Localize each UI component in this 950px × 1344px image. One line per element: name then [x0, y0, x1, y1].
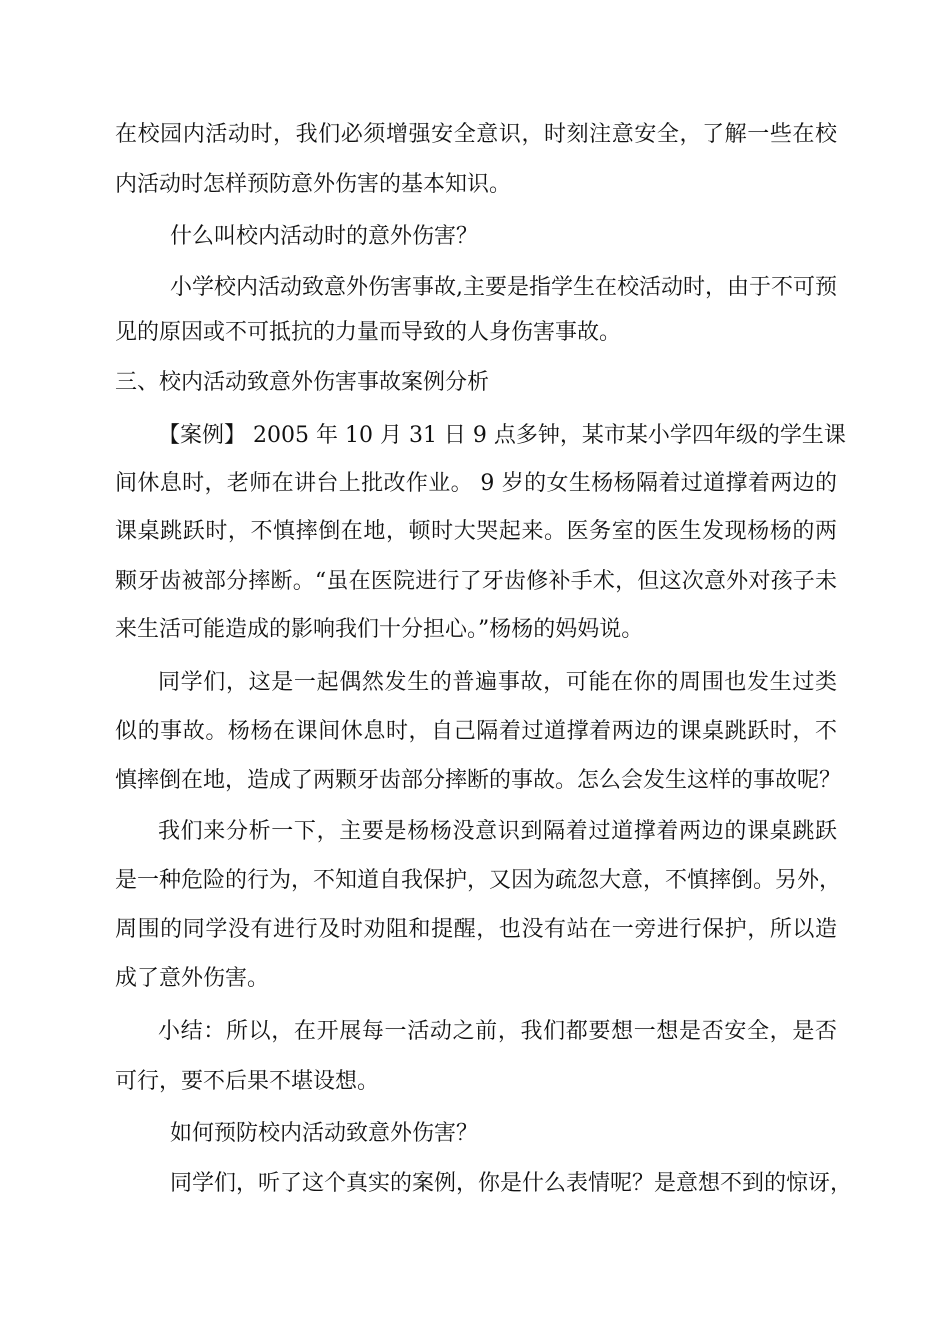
section-heading-3: 三、校内活动致意外伤害事故案例分析	[115, 370, 490, 395]
case-line-5: 来生活可能造成的影响我们十分担心。”杨杨的妈妈说。	[115, 617, 644, 642]
paragraph-5-line-3: 慎摔倒在地，造成了两颗牙齿部分摔断的事故。怎么会发生这样的事故呢？	[115, 768, 842, 793]
question-heading-2: 如何预防校内活动致意外伤害？	[170, 1121, 479, 1146]
analysis-line-2: 是一种危险的行为，不知道自我保护，又因为疏忽大意，不慎摔倒。另外，	[115, 868, 842, 893]
paragraph-2-line-1: 小学校内活动致意外伤害事故,主要是指学生在校活动时，由于不可预	[170, 275, 837, 300]
case-line-3: 课桌跳跃时，不慎摔倒在地，顿时大哭起来。医务室的医生发现杨杨的两	[115, 519, 837, 544]
paragraph-5-line-1: 同学们，这是一起偶然发生的普遍事故，可能在你的周围也发生过类	[158, 670, 837, 695]
paragraph-9-line-1: 同学们，听了这个真实的案例，你是什么表情呢？是意想不到的惊讶，	[170, 1171, 853, 1196]
case-line-4: 颗牙齿被部分摔断。“虽在医院进行了牙齿修补手术，但这次意外对孩子未	[115, 569, 837, 594]
paragraph-2-line-2: 见的原因或不可抵抗的力量而导致的人身伤害事故。	[115, 320, 622, 345]
analysis-line-3: 周围的同学没有进行及时劝阻和提醒，也没有站在一旁进行保护，所以造	[115, 917, 837, 942]
case-line-2: 间休息时，老师在讲台上批改作业。 9 岁的女生杨杨隔着过道撑着两边的	[115, 471, 837, 496]
summary-line-2: 可行，要不后果不堪设想。	[115, 1069, 380, 1094]
summary-line-1: 小结：所以，在开展每一活动之前，我们都要想一想是否安全，是否	[158, 1019, 837, 1044]
analysis-line-4: 成了意外伤害。	[115, 966, 270, 991]
question-heading-1: 什么叫校内活动时的意外伤害？	[170, 224, 479, 249]
paragraph-1-line-2: 内活动时怎样预防意外伤害的基本知识。	[115, 172, 512, 197]
paragraph-5-line-2: 似的事故。杨杨在课间休息时，自己隔着过道撑着两边的课桌跳跃时，不	[115, 719, 837, 744]
case-line-1: 【案例】 2005 年 10 月 31 日 9 点多钟，某市某小学四年级的学生课	[158, 423, 846, 448]
analysis-line-1: 我们来分析一下，主要是杨杨没意识到隔着过道撑着两边的课桌跳跃	[158, 819, 837, 844]
paragraph-1-line-1: 在校园内活动时，我们必须增强安全意识，时刻注意安全，了解一些在校	[115, 122, 837, 147]
